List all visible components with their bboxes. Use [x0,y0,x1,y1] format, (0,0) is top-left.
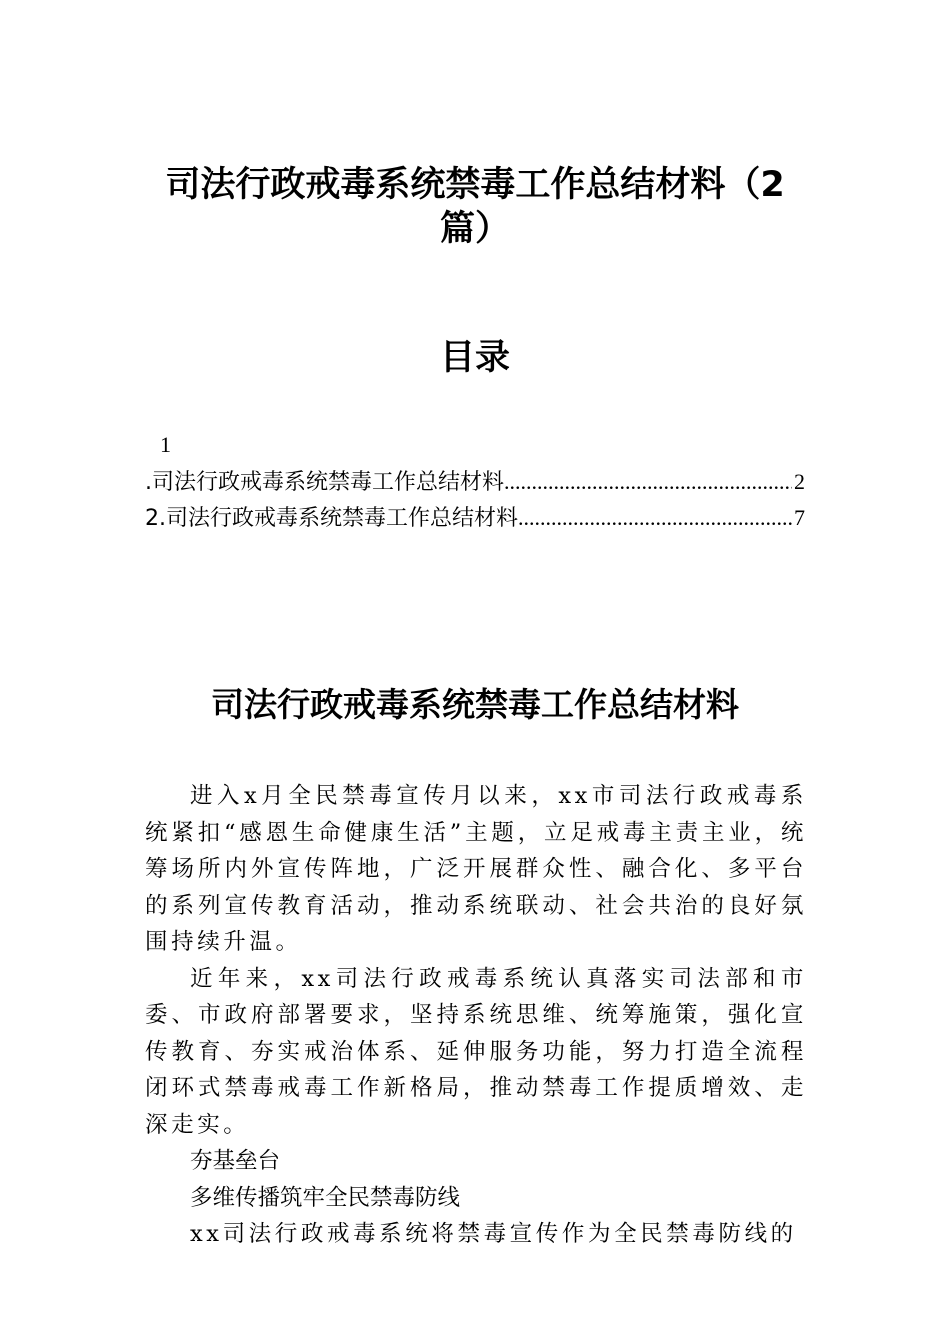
toc-heading: 目录 [439,338,510,378]
toc-entry-text: .司法行政戒毒系统禁毒工作总结材料 [145,470,504,495]
body-text [145,778,807,1253]
paragraph: 进入x月全民禁毒宣传月以来，xx市司法行政戒毒系统紧扣“感恩生命健康生活”主题，立足戒毒主责主业，统筹场所内外宣传阵地，广泛开展群众性、融合化、多平台的系列宣传教育活动，推动系统联动、社会共治的良好氛围持续升温。 [145,783,807,955]
toc-entry-text: 2.司法行政戒毒系统禁毒工作总结材料 [145,506,518,531]
toc-leader-dots [504,467,792,497]
toc-entry-page: 7 [794,505,805,530]
paragraph: xx司法行政戒毒系统将禁毒宣传作为全民禁毒防线的 [190,1221,797,1247]
subheading: 夯基垒台 [190,1148,281,1174]
subheading: 多维传播筑牢全民禁毒防线 [190,1184,461,1211]
paragraph: 近年来，xx司法行政戒毒系统认真落实司法部和市委、市政府部署要求，坚持系统思维、统筹施策，强化宣传教育、夯实戒治体系、延伸服务功能，努力打造全流程闭环式禁毒戒毒工作新格局，推动禁毒工作提质增效、走深走实。 [145,965,807,1138]
toc-leader-dots [518,503,792,533]
document-title-line-2: 篇） [439,209,510,249]
toc-entry-1[interactable] [145,467,805,498]
toc-entry-number: 1 [160,432,171,457]
toc-entry-page: 2 [794,469,805,494]
toc-entry-2[interactable] [145,503,805,534]
document-title-line-1: 司法行政戒毒系统禁毒工作总结材料（2 [165,165,785,205]
section-title: 司法行政戒毒系统禁毒工作总结材料 [211,685,739,724]
